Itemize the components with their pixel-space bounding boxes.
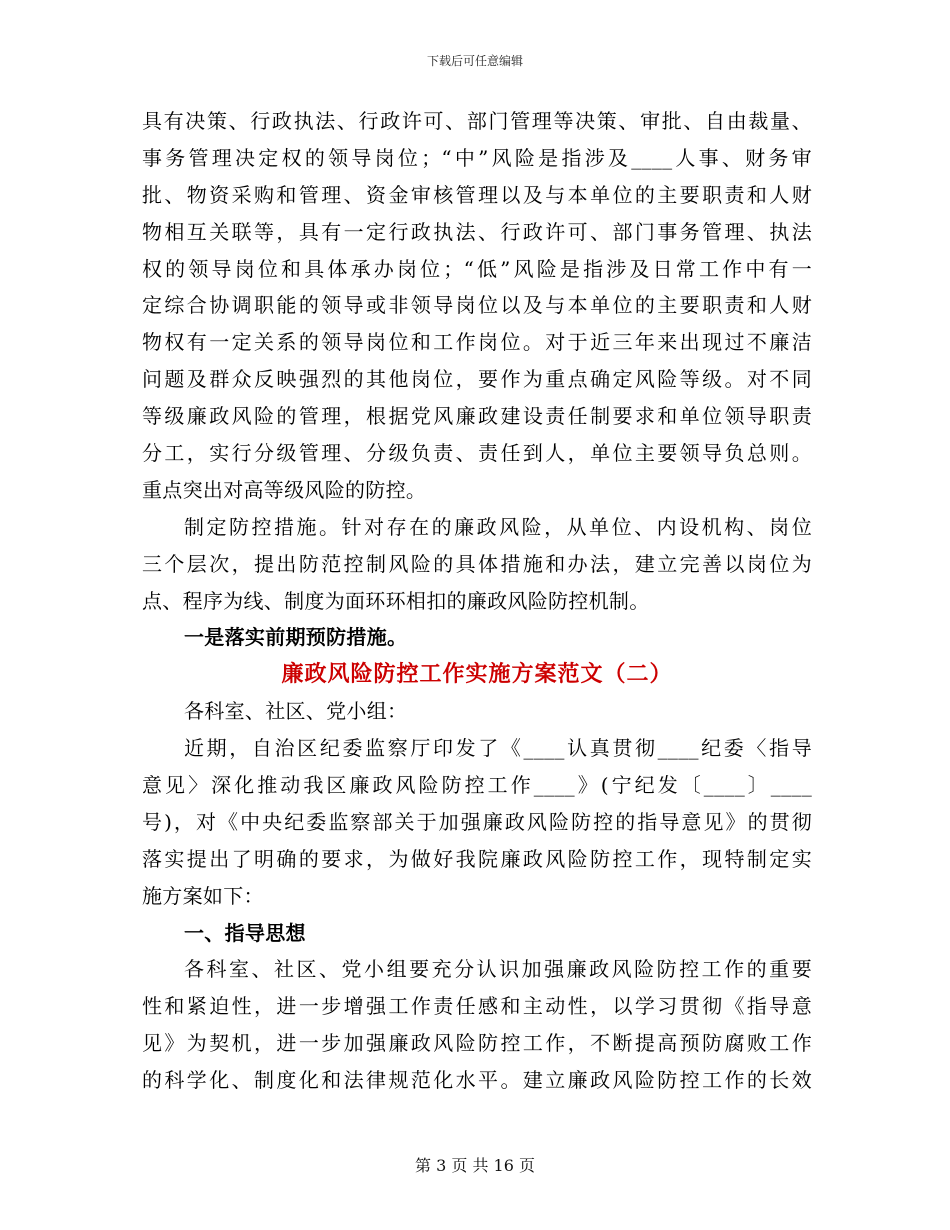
paragraph-line: 事务管理决定权的领导岗位；“中”风险是指涉及____人事、财务审 (142, 145, 812, 170)
paragraph-line: 物权有一定关系的领导岗位和工作岗位。对于近三年来出现过不廉洁 (142, 330, 812, 355)
paragraph-line: 的科学化、制度化和法律规范化水平。建立廉政风险防控工作的长效 (142, 1068, 812, 1093)
page-header: 下载后可任意编辑 (426, 54, 523, 68)
paragraph-line: 落实提出了明确的要求，为做好我院廉政风险防控工作，现特制定实 (142, 846, 812, 871)
paragraph-line: 性和紧迫性，进一步增强工作责任感和主动性，以学习贯彻《指导意 (142, 994, 812, 1019)
paragraph-line: 见》为契机，进一步加强廉政风险防控工作，不断提高预防腐败工作 (142, 1031, 812, 1056)
section-heading: 一、指导思想 (184, 920, 306, 945)
paragraph-line: 问题及群众反映强烈的其他岗位，要作为重点确定风险等级。对不同 (142, 367, 812, 392)
paragraph-line: 分工，实行分级管理、分级负责、责任到人，单位主要领导负总则。 (142, 441, 812, 466)
paragraph-line: 权的领导岗位和具体承办岗位；“低”风险是指涉及日常工作中有一 (142, 256, 812, 281)
paragraph-line: 制定防控措施。针对存在的廉政风险，从单位、内设机构、岗位 (184, 514, 812, 539)
paragraph-line: 点、程序为线、制度为面环环相扣的廉政风险防控机制。 (142, 588, 650, 613)
paragraph-line: 意见〉深化推动我区廉政风险防控工作____》(宁纪发〔____〕____ (142, 773, 812, 798)
paragraph-line: 物相互关联等，具有一定行政执法、行政许可、部门事务管理、执法 (142, 219, 812, 244)
document-body (142, 103, 812, 1099)
paragraph-line: 近期，自治区纪委监察厅印发了《____认真贯彻____纪委〈指导 (184, 736, 812, 761)
salutation: 各科室、社区、党小组： (184, 699, 408, 724)
section-heading: 一是落实前期预防措施。 (184, 625, 408, 650)
paragraph-line: 具有决策、行政执法、行政许可、部门管理等决策、审批、自由裁量、 (142, 109, 812, 133)
paragraph-line: 三个层次，提出防范控制风险的具体措施和办法，建立完善以岗位为 (142, 551, 812, 576)
document-title: 廉政风险防控工作实施方案范文（二） (281, 661, 673, 688)
paragraph-line: 定综合协调职能的领导或非领导岗位以及与本单位的主要职责和人财 (142, 293, 812, 318)
paragraph-line: 各科室、社区、党小组要充分认识加强廉政风险防控工作的重要 (184, 957, 812, 982)
paragraph-line: 重点突出对高等级风险的防控。 (142, 477, 427, 502)
paragraph-line: 批、物资采购和管理、资金审核管理以及与本单位的主要职责和人财 (142, 182, 812, 207)
paragraph-line: 等级廉政风险的管理，根据党风廉政建设责任制要求和单位领导职责 (142, 404, 812, 429)
paragraph-line: 号)，对《中央纪委监察部关于加强廉政风险防控的指导意见》的贯彻 (142, 809, 812, 834)
page-footer: 第 3 页 共 16 页 (415, 1156, 535, 1175)
paragraph-line: 施方案如下： (142, 883, 264, 908)
